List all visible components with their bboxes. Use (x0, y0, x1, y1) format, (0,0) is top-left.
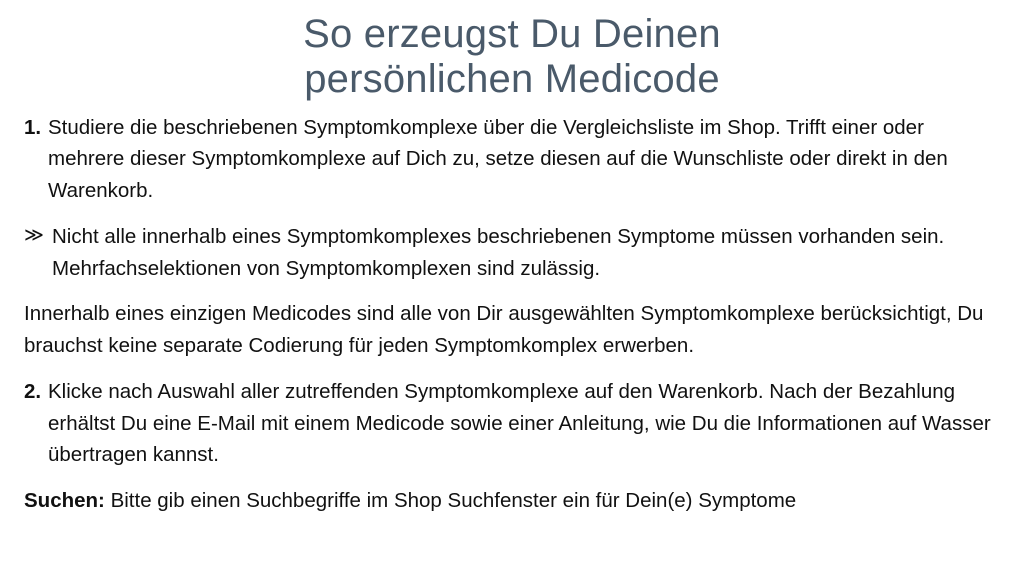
search-text: Bitte gib einen Suchbegriffe im Shop Suchfenster ein für Dein(e) Symptome (104, 489, 797, 513)
info-paragraph (24, 298, 1000, 362)
note-text: Nicht alle innerhalb eines Symptomkomplexes beschriebenen Symptome müssen vorhanden sein. Mehrfachselektionen von Symptomkomplexen sind zulässig. (52, 224, 945, 280)
step-1-paragraph (24, 112, 1000, 207)
double-chevron-icon: ≫ (24, 224, 44, 246)
search-paragraph (24, 485, 1000, 517)
title-line-2: persönlichen Medicode (304, 56, 720, 101)
slide-body (24, 112, 1000, 517)
search-label: Suchen: (24, 489, 105, 513)
title-line-1: So erzeugst Du Deinen (303, 12, 721, 56)
step-2-marker: 2. (24, 379, 42, 403)
info-text: Innerhalb eines einzigen Medicodes sind alle von Dir ausgewählten Symptomkomplexe berücksichtigt, Du brauchst keine separate Codierung für jeden Symptomkomplex erwerben. (24, 302, 984, 358)
step-1-text: Studiere die beschriebenen Symptomkomplexe über die Vergleichsliste im Shop. Trifft einer oder mehrere dieser Symptomkomplexe auf Dich zu, setze diesen auf die Wunschliste oder direkt in den Warenkorb. (48, 115, 948, 203)
page-title (24, 12, 1000, 102)
step-2-paragraph (24, 376, 1000, 471)
step-1-marker: 1. (24, 115, 42, 139)
step-2-text: Klicke nach Auswahl aller zutreffenden Symptomkomplexe auf den Warenkorb. Nach der Bezahlung erhältst Du eine E-Mail mit einem Medicode sowie einer Anleitung, wie Du die Informationen auf Wasser übertragen kannst. (48, 379, 991, 467)
note-paragraph (24, 221, 1000, 285)
